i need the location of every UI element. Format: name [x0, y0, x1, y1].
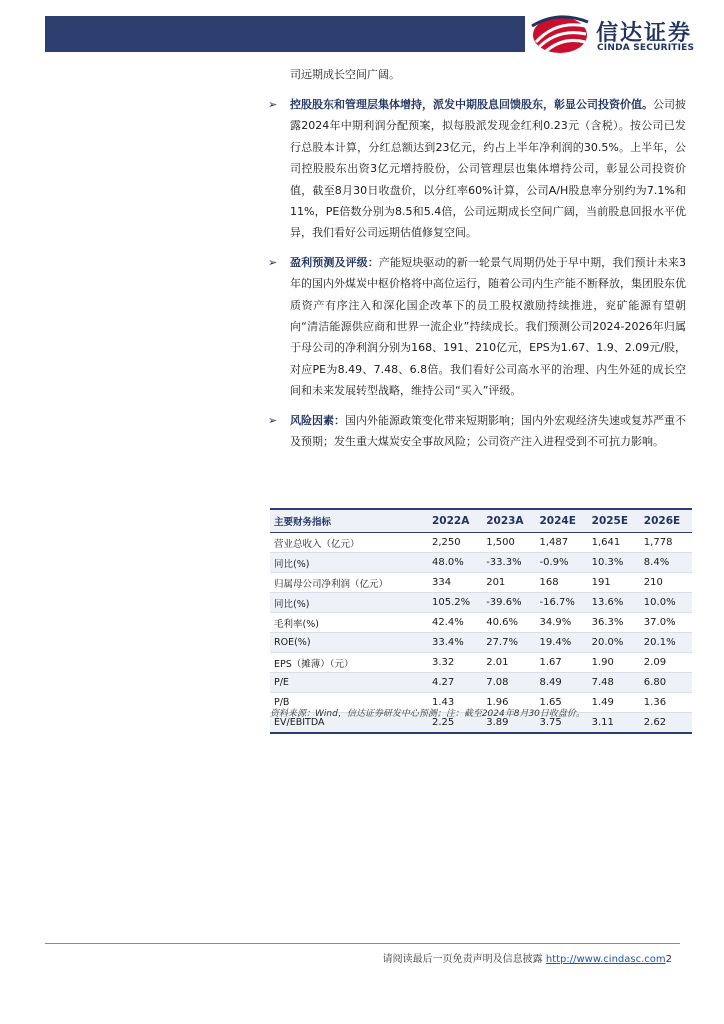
table-cell: 8.4%	[640, 553, 692, 573]
table-source-note: 资料来源：Wind，信达证券研发中心预测；注：截至2024年8月30日收盘价。	[270, 709, 585, 719]
para-dividend	[268, 94, 686, 244]
table-cell: 4.27	[428, 673, 482, 693]
table-row	[270, 593, 692, 613]
table-header-row	[270, 509, 692, 533]
para-risk	[268, 410, 686, 453]
table-cell: 191	[588, 573, 640, 593]
table-cell: 48.0%	[428, 553, 482, 573]
para-dividend-text: 公司披露2024年中期利润分配预案，拟每股派发现金红利0.23元（含税）。按公司已发行总股本计算，分红总额达到23亿元，约占上半年净利润的30.5%。上半年，公司控股股东出资3亿元增持股份，公司管理层也集体增持公司，彰显公司投资价值，截至8月30日收盘价，以分红率60%计算，公司A/H股息率分别约为7.1%和11%，PE倍数分别为8.5和5.4倍，公司远期成长空间广阔，当前股息回报水平优异，我们看好公司远期估值修复空间。	[290, 98, 686, 240]
table-cell: 13.6%	[588, 593, 640, 613]
table-cell: 1.67	[535, 653, 587, 673]
table-cell: 7.48	[588, 673, 640, 693]
logo-cn-text: 信达证券	[596, 21, 693, 46]
para-risk-text: 国内外能源政策变化带来短期影响；国内外宏观经济失速或复苏严重不及预期；发生重大煤炭安全事故风险；公司资产注入进程受到不可抗力影响。	[290, 413, 686, 449]
table-cell: 1,487	[535, 533, 587, 553]
table-cell: 1,641	[588, 533, 640, 553]
table-cell: 201	[482, 573, 535, 593]
table-row	[270, 613, 692, 633]
table-cell: 1,778	[640, 533, 692, 553]
table-cell: 40.6%	[482, 613, 535, 633]
table-cell: 2.09	[640, 653, 692, 673]
para-forecast	[268, 252, 686, 402]
table-cell: 1.96	[482, 693, 535, 713]
financial-table	[270, 508, 692, 734]
table-cell: 34.9%	[535, 613, 587, 633]
table-cell: 3.11	[588, 713, 640, 734]
table-cell: 6.80	[640, 673, 692, 693]
table-cell: 168	[535, 573, 587, 593]
table-cell: 1.65	[535, 693, 587, 713]
table-cell: 27.7%	[482, 633, 535, 653]
table-cell: 105.2%	[428, 593, 482, 613]
table-row	[270, 633, 692, 653]
page-number: 2	[665, 954, 672, 965]
table-cell: 33.4%	[428, 633, 482, 653]
table-cell: -33.3%	[482, 553, 535, 573]
table-cell: 3.75	[535, 713, 587, 734]
table-cell: 1.43	[428, 693, 482, 713]
table-cell: 1.90	[588, 653, 640, 673]
table-cell: -0.9%	[535, 553, 587, 573]
table-cell: 10.0%	[640, 593, 692, 613]
bullet-arrow-icon: ➢	[268, 255, 278, 269]
table-row-label: 归属母公司净利润（亿元）	[270, 573, 428, 593]
table-cell: 3.32	[428, 653, 482, 673]
table-cell: 7.08	[482, 673, 535, 693]
table-header-year: 2026E	[640, 509, 692, 533]
table-header-year: 2022A	[428, 509, 482, 533]
header-bar	[45, 16, 525, 52]
table-cell: 20.1%	[640, 633, 692, 653]
table-cell: 3.89	[482, 713, 535, 734]
table-header-year: 2023A	[482, 509, 535, 533]
table-row	[270, 553, 692, 573]
footer	[383, 950, 672, 965]
table-row-label: 同比(%)	[270, 553, 428, 573]
table-row-label: P/B	[270, 693, 428, 713]
cinda-logo-icon	[528, 12, 590, 58]
footer-divider	[45, 943, 680, 944]
logo-en-text: CINDA SECURITIES	[597, 43, 695, 53]
para-forecast-lead: 盈利预测及评级：	[290, 255, 379, 269]
table-cell: 8.49	[535, 673, 587, 693]
cinda-logo	[528, 12, 718, 58]
table-row-label: EPS（摊薄）（元）	[270, 653, 428, 673]
table-cell: 2,250	[428, 533, 482, 553]
bullet-arrow-icon: ➢	[268, 413, 278, 427]
para-dividend-lead: 控股股东和管理层集体增持，派发中期股息回馈股东，彰显公司投资价值。	[290, 98, 653, 111]
table-row-label: 同比(%)	[270, 593, 428, 613]
table-cell: -39.6%	[482, 593, 535, 613]
table-cell: 20.0%	[588, 633, 640, 653]
table-row	[270, 573, 692, 593]
table-row	[270, 533, 692, 553]
table-cell: 1.49	[588, 693, 640, 713]
table-cell: 1.36	[640, 693, 692, 713]
table-cell: 2.25	[428, 713, 482, 734]
table-cell: 10.3%	[588, 553, 640, 573]
table-row	[270, 653, 692, 673]
bullet-arrow-icon: ➢	[268, 98, 278, 111]
footer-disclaimer: 请阅读最后一页免责声明及信息披露	[382, 954, 543, 965]
table-cell: -16.7%	[535, 593, 587, 613]
table-header-year: 2024E	[535, 509, 587, 533]
table-row-label: ROE(%)	[270, 633, 428, 653]
para-risk-lead: 风险因素：	[290, 413, 345, 427]
table-cell: 2.01	[482, 653, 535, 673]
table-row-label: 营业总收入（亿元）	[270, 533, 428, 553]
table-cell: 37.0%	[640, 613, 692, 633]
footer-website-link[interactable]: http://www.cindasc.com	[545, 954, 666, 965]
table-cell: 210	[640, 573, 692, 593]
table-row-label: P/E	[270, 673, 428, 693]
para-forecast-text: 产能短块驱动的新一轮景气周期仍处于早中期，我们预计未来3年的国内外煤炭中枢价格将中高位运行，随着公司内生产能不断释放，集团股东优质资产有序注入和深化国企改革下的员工股权激励持续推进，兖矿能源有望朝向“清洁能源供应商和世界一流企业”持续成长。我们预测公司2024-2026年归属于母公司的净利润分别为168、191、210亿元，EPS为1.67、1.9、2.09元/股，对应PE为8.49、7.48、6.8倍。我们看好公司高水平的治理、内生外延的成长空间和未来发展转型战略，维持公司“买入”评级。	[290, 255, 687, 398]
table-row-label: 毛利率(%)	[270, 613, 428, 633]
table-row	[270, 673, 692, 693]
table-cell: 334	[428, 573, 482, 593]
table-header-label: 主要财务指标	[270, 509, 428, 533]
table-cell: 42.4%	[428, 613, 482, 633]
continued-line: 司远期成长空间广阔。	[290, 68, 400, 81]
table-cell: 2.62	[640, 713, 692, 734]
table-cell: 1,500	[482, 533, 535, 553]
table-cell: 19.4%	[535, 633, 587, 653]
table-cell: 36.3%	[588, 613, 640, 633]
table-row-label: EV/EBITDA	[270, 713, 428, 734]
table-header-year: 2025E	[588, 509, 640, 533]
